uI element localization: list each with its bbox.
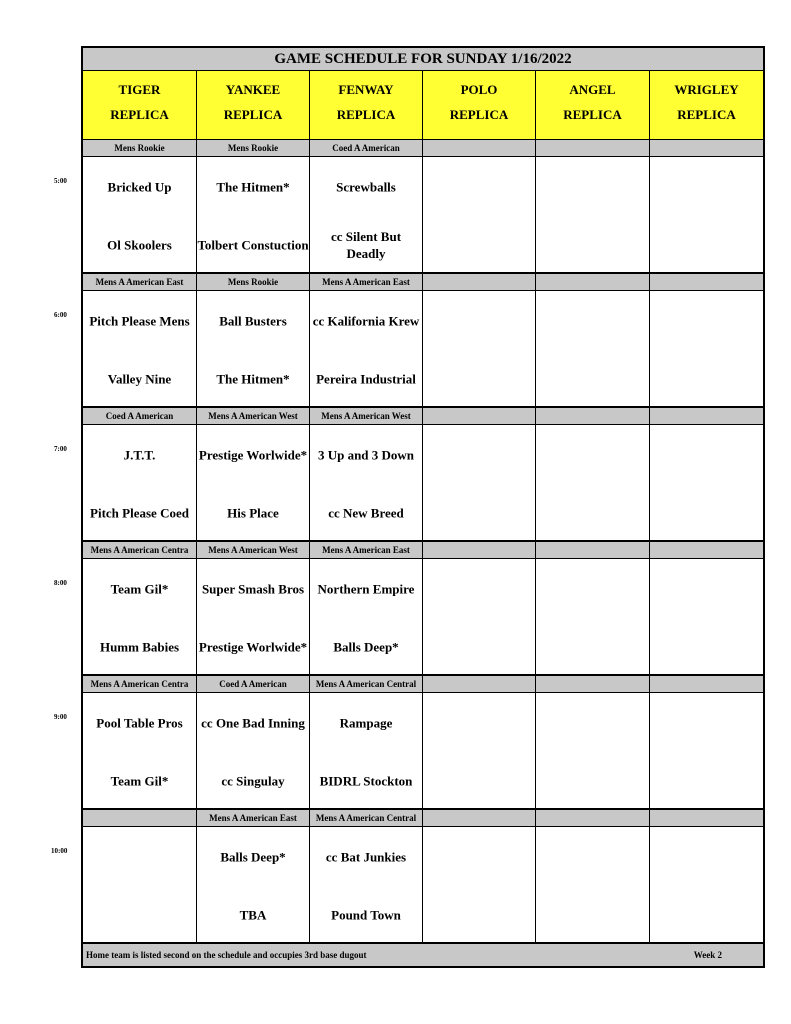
home-team: The Hitmen* [216, 371, 290, 387]
division-label [536, 810, 650, 827]
away-team: cc One Bad Inning [201, 715, 305, 731]
game-slot-row [54, 425, 763, 542]
division-label: Mens A American West [197, 408, 310, 425]
field-subtitle: REPLICA [563, 107, 622, 122]
home-team: TBA [239, 907, 267, 923]
game-cell [650, 559, 763, 676]
home-team: Ol Skoolers [107, 237, 172, 253]
game-cell [83, 559, 197, 676]
division-label: Mens A American East [310, 274, 423, 291]
game-cell [197, 693, 310, 810]
home-team: BIDRL Stockton [319, 773, 413, 789]
division-label [423, 676, 536, 693]
division-label: Mens A American Centra [83, 542, 197, 559]
away-team: Team Gil* [110, 581, 169, 597]
away-team: Screwballs [336, 179, 396, 195]
game-cell [83, 425, 197, 542]
home-team: Humm Babies [99, 639, 180, 655]
schedule-title: GAME SCHEDULE FOR SUNDAY 1/16/2022 [83, 48, 763, 71]
division-label [650, 676, 763, 693]
home-team: Tolbert Constuction [197, 237, 309, 253]
division-label [650, 810, 763, 827]
division-label [650, 542, 763, 559]
game-cell [197, 425, 310, 542]
time-slots [51, 140, 763, 944]
game-cell [536, 827, 650, 944]
division-label [423, 274, 536, 291]
division-label [423, 140, 536, 157]
game-cell [197, 559, 310, 676]
division-label: Coed A American [197, 676, 310, 693]
division-row [83, 408, 763, 425]
slot-time: 8:00 [54, 579, 67, 587]
division-label: Mens Rookie [83, 140, 197, 157]
field-subtitle: REPLICA [110, 107, 169, 122]
game-cell [197, 827, 310, 944]
field-name: TIGER [118, 82, 161, 97]
away-team: The Hitmen* [216, 179, 290, 195]
home-team: His Place [227, 505, 279, 521]
division-label: Mens A American East [310, 542, 423, 559]
home-team: cc New Breed [328, 505, 404, 521]
game-cell [83, 157, 197, 274]
division-label [536, 274, 650, 291]
game-cell [83, 291, 197, 408]
game-cell [197, 291, 310, 408]
away-team: Prestige Worlwide* [198, 447, 308, 463]
field-name: FENWAY [338, 82, 394, 97]
slot-time: 10:00 [51, 847, 68, 855]
away-team: Pool Table Pros [96, 715, 183, 731]
game-cell [83, 827, 197, 944]
field-header-angel [536, 71, 650, 140]
division-label [650, 408, 763, 425]
division-label [650, 274, 763, 291]
home-team: Pound Town [331, 907, 401, 923]
game-cell [423, 559, 536, 676]
field-name: POLO [460, 82, 498, 97]
division-label [83, 810, 197, 827]
away-team: Bricked Up [107, 179, 172, 195]
away-team: 3 Up and 3 Down [317, 447, 415, 463]
game-cell [310, 425, 423, 542]
game-cell [536, 157, 650, 274]
slot-time: 6:00 [54, 311, 67, 319]
division-label: Coed A American [83, 408, 197, 425]
away-team: Ball Busters [219, 313, 287, 329]
division-label: Mens A American West [310, 408, 423, 425]
game-cell [310, 693, 423, 810]
slot-time: 7:00 [54, 445, 67, 453]
division-label: Mens Rookie [197, 274, 310, 291]
division-label [536, 408, 650, 425]
game-cell [650, 291, 763, 408]
division-label: Mens A American East [83, 274, 197, 291]
game-cell [423, 291, 536, 408]
game-cell [423, 693, 536, 810]
field-name: WRIGLEY [674, 82, 739, 97]
away-team: cc Kalifornia Krew [312, 313, 420, 329]
game-cell [423, 157, 536, 274]
home-team: Pereira Industrial [316, 371, 416, 387]
away-team: J.T.T. [123, 447, 156, 463]
game-cell [536, 559, 650, 676]
game-cell [423, 827, 536, 944]
game-cell [650, 425, 763, 542]
game-slot-row [54, 291, 763, 408]
away-team: Super Smash Bros [201, 581, 305, 597]
home-team: Valley Nine [107, 371, 172, 387]
game-slot-row [54, 693, 763, 810]
game-cell [536, 693, 650, 810]
field-header-wrigley [650, 71, 763, 140]
game-slot-row [51, 827, 763, 944]
division-label: Mens A American West [197, 542, 310, 559]
game-cell [536, 291, 650, 408]
schedule-sheet [51, 46, 765, 968]
division-label: Mens Rookie [197, 140, 310, 157]
slot-time: 5:00 [54, 177, 67, 185]
game-cell [650, 693, 763, 810]
game-slot-row [54, 157, 763, 274]
field-name: ANGEL [569, 82, 616, 97]
division-row [83, 274, 763, 291]
home-team: cc Silent But Deadly [330, 229, 402, 261]
home-team: Pitch Please Coed [90, 505, 189, 521]
field-header-tiger [83, 71, 197, 140]
division-label [423, 408, 536, 425]
division-label: Mens A American East [197, 810, 310, 827]
game-cell [197, 157, 310, 274]
field-subtitle: REPLICA [336, 107, 396, 122]
division-label [650, 140, 763, 157]
game-cell [310, 827, 423, 944]
schedule-footer [83, 944, 763, 968]
footer-note: Home team is listed second on the schedule and occupies 3rd base dugout [86, 950, 367, 960]
division-label [423, 542, 536, 559]
division-label [536, 542, 650, 559]
away-team: Balls Deep* [220, 849, 286, 865]
away-team: Rampage [339, 715, 393, 731]
field-header-row [83, 71, 763, 140]
division-label [536, 676, 650, 693]
game-cell [83, 693, 197, 810]
game-cell [310, 157, 423, 274]
division-row [83, 542, 763, 559]
away-team: Northern Empire [317, 581, 415, 597]
home-team: Prestige Worlwide* [198, 639, 308, 655]
division-row [83, 810, 763, 827]
division-row [83, 140, 763, 157]
home-team: Balls Deep* [333, 639, 399, 655]
game-cell [310, 291, 423, 408]
home-team: cc Singulay [221, 773, 285, 789]
field-name: YANKEE [225, 82, 281, 97]
division-row [83, 676, 763, 693]
field-subtitle: REPLICA [449, 107, 509, 122]
home-team: Team Gil* [110, 773, 169, 789]
game-slot-row [54, 559, 763, 676]
game-cell [423, 425, 536, 542]
field-header-polo [423, 71, 536, 140]
field-header-fenway [310, 71, 423, 140]
slot-time: 9:00 [54, 713, 67, 721]
game-cell [536, 425, 650, 542]
game-cell [650, 157, 763, 274]
game-cell [310, 559, 423, 676]
field-subtitle: REPLICA [677, 107, 736, 122]
away-team: cc Bat Junkies [325, 849, 407, 865]
week-label: Week 2 [693, 950, 722, 960]
division-label [423, 810, 536, 827]
away-team: Pitch Please Mens [89, 313, 190, 329]
division-label [536, 140, 650, 157]
field-subtitle: REPLICA [223, 107, 283, 122]
division-label: Mens A American Centra [83, 676, 197, 693]
division-label: Mens A American Central [310, 810, 423, 827]
division-label: Coed A American [310, 140, 423, 157]
division-label: Mens A American Central [310, 676, 423, 693]
game-cell [650, 827, 763, 944]
field-header-yankee [197, 71, 310, 140]
